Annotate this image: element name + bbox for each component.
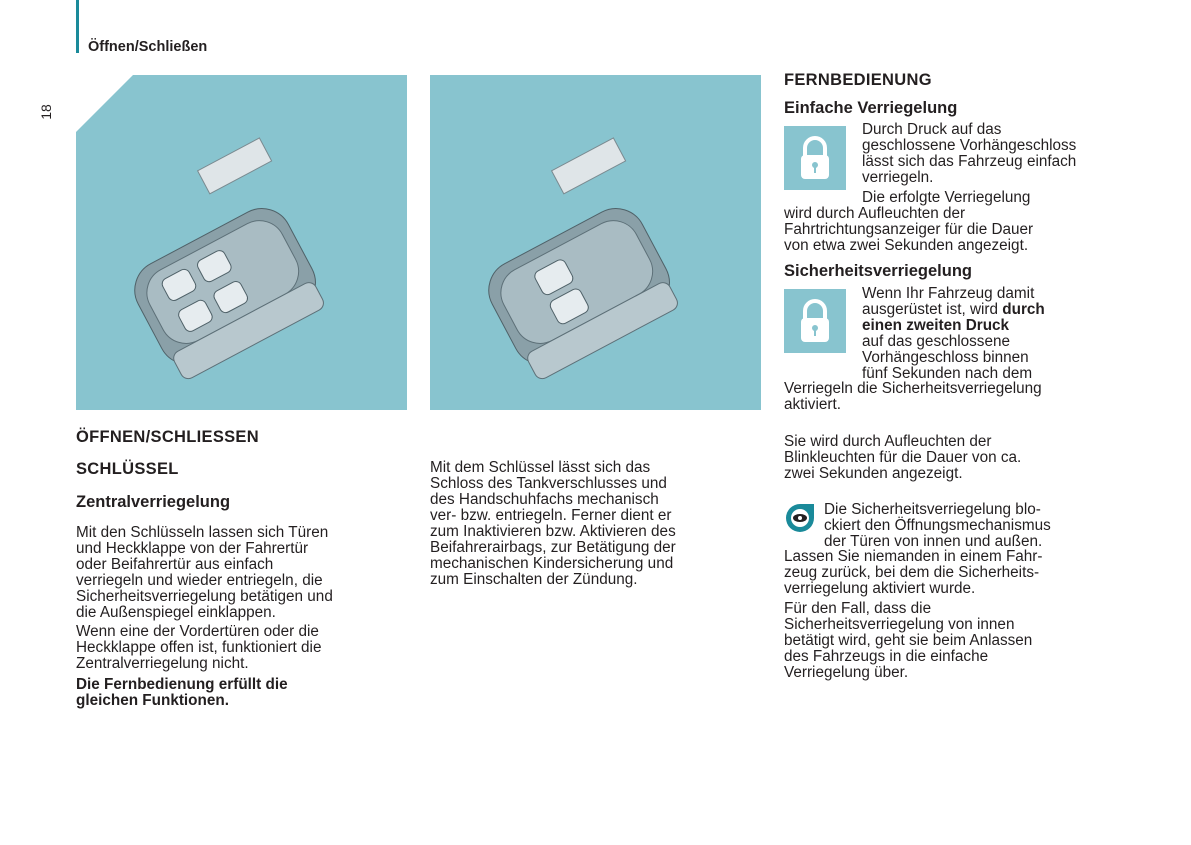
paragraph: Mit den Schlüsseln lassen sich Türen und Heckklappe von der Fahrertür oder Beifahrertür aus einfach verriegeln und wieder entriegeln, die Sicherheitsverriegelung betätigen und die Außenspiegel einklappen. [76, 524, 333, 621]
heading-open-close: ÖFFNEN/SCHLIESSEN [76, 428, 259, 446]
text: Wenn Ihr Fahrzeug damit ausgerüstet ist, wird [862, 285, 1035, 318]
paragraph: Wenn eine der Vordertüren oder die Heckklappe offen ist, funktioniert die Zentralverriegelung nicht. [76, 623, 322, 672]
heading-simple-locking: Einfache Verriegelung [784, 99, 958, 117]
paragraph [862, 286, 1045, 382]
paragraph: Mit dem Schlüssel lässt sich das Schloss des Tankverschlusses und des Handschuhfachs mechanisch ver- bzw. entriegeln. Ferner dient er zum Inaktivieren bzw. Aktivieren des Beifahrerairbags, zur Betätigung der mechanischen Kindersicherung und zum Einschalten der Zündung. [430, 459, 676, 588]
key-fob-4-button-image [76, 75, 407, 410]
padlock-icon [784, 289, 846, 353]
text-bold: durch einen zweiten Druck [862, 301, 1045, 334]
eye-icon [785, 503, 815, 533]
heading-key: SCHLÜSSEL [76, 460, 179, 478]
heading-remote: FERNBEDIENUNG [784, 71, 932, 89]
note-paragraph: Für den Fall, dass die Sicherheitsverriegelung von innen betätigt wird, geht sie beim Anlassen des Fahrzeugs in die einfache Verriegelung über. [784, 600, 1033, 681]
key-fob-2-button-image [430, 75, 761, 410]
header-accent-bar [76, 0, 79, 53]
paragraph: Durch Druck auf das geschlossene Vorhängeschloss lässt sich das Fahrzeug einfach verriegeln. [862, 121, 1077, 186]
heading-central-locking: Zentralverriegelung [76, 493, 231, 511]
paragraph-bold: Die Fernbedienung erfüllt die gleichen Funktionen. [76, 676, 288, 709]
paragraph: wird durch Aufleuchten der Fahrtrichtungsanzeiger für die Dauer von etwa zwei Sekunden angezeigt. [784, 205, 1034, 254]
text: auf das geschlossene Vorhängeschloss binnen fünf Sekunden nach dem [862, 333, 1033, 382]
note-paragraph: Lassen Sie niemanden in einem Fahr- zeug zurück, bei dem die Sicherheits- verriegelung aktiviert wurde. [784, 548, 1043, 597]
paragraph: Sie wird durch Aufleuchten der Blinkleuchten für die Dauer von ca. zwei Sekunden angezeigt. [784, 433, 1022, 482]
page-number: 18 [38, 104, 54, 120]
heading-deadlocking: Sicherheitsverriegelung [784, 262, 972, 280]
note-paragraph: Die Sicherheitsverriegelung blo- ckiert den Öffnungsmechanismus der Türen von innen und außen. [824, 501, 1051, 550]
section-title: Öffnen/Schließen [88, 39, 208, 55]
paragraph: Verriegeln die Sicherheitsverriegelung aktiviert. [784, 380, 1042, 413]
paragraph: Die erfolgte Verriegelung [862, 189, 1031, 206]
padlock-icon [784, 126, 846, 190]
